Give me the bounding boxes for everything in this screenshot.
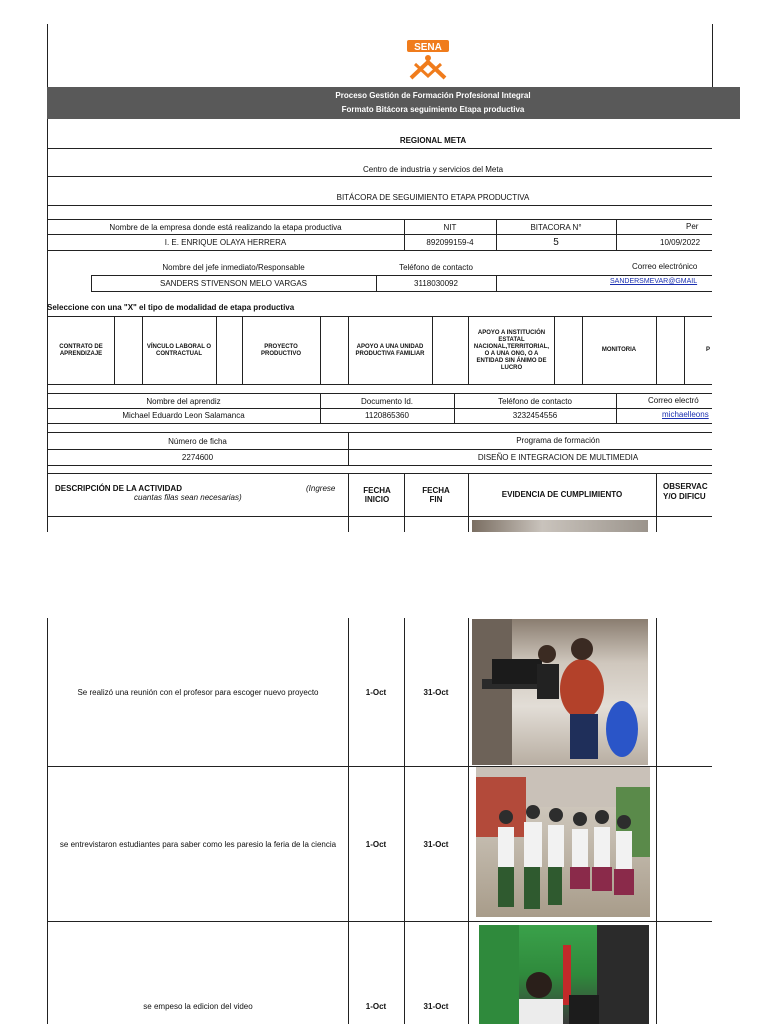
label-jefe-correo: Correo electrónico <box>632 262 698 271</box>
activity-row-2-fin: 31-Oct <box>423 839 449 849</box>
modalidad-unidad-familiar: APOYO A UNA UNIDAD PRODUCTIVA FAMILIAR <box>355 343 425 357</box>
label-bitacora: BITACORA N° <box>530 222 582 232</box>
modalidad-institucion-checkbox[interactable] <box>555 317 582 384</box>
evidence-photo-cut <box>472 520 648 532</box>
label-aprendiz-telefono: Teléfono de contacto <box>498 396 572 406</box>
label-aprendiz-correo: Correo electró <box>648 396 699 405</box>
aprendiz-telefono: 3232454556 <box>512 411 558 420</box>
page-right-border <box>712 24 713 88</box>
modalidad-instruction: Seleccione con una "X" el tipo de modalidad de etapa productiva <box>47 303 295 312</box>
ficha-numero: 2274600 <box>181 453 214 462</box>
jefe-correo-link[interactable]: SANDERSMEVAR@GMAIL <box>610 278 698 285</box>
process-line: Proceso Gestión de Formación Profesional Integral <box>335 90 531 100</box>
activity-row-1-descripcion: Se realizó una reunión con el profesor para escoger nuevo proyecto <box>77 687 319 697</box>
modalidad-institucion: APOYO A INSTITUCIÓN ESTATAL NACIONAL,TERRITORIAL, O A UNA ONG, O A ENTIDAD SIN ÁNIMO DE LUCRO <box>473 329 550 371</box>
modalidad-vinculo: VÍNCULO LABORAL O CONTRACTUAL <box>146 343 212 357</box>
label-periodo: Per <box>686 222 699 231</box>
col-descripcion-hint-b: cuantas filas sean necesarias) <box>134 493 242 502</box>
jefe-telefono: 3118030092 <box>414 279 458 288</box>
label-nit: NIT <box>443 222 457 232</box>
evidence-photo-3 <box>479 925 649 1024</box>
activity-row-1-inicio: 1-Oct <box>365 687 387 697</box>
empresa-periodo: 10/09/2022 <box>660 238 701 247</box>
col-evidencia: EVIDENCIA DE CUMPLIMIENTO <box>501 489 623 499</box>
modalidad-unidad-familiar-checkbox[interactable] <box>433 317 468 384</box>
format-line: Formato Bitácora seguimiento Etapa productiva <box>341 104 525 114</box>
col-fecha-fin: FECHA FIN <box>422 486 450 504</box>
bitacora-title: BITÁCORA DE SEGUIMIENTO ETAPA PRODUCTIVA <box>336 192 530 202</box>
aprendiz-correo-link[interactable]: michaelleons <box>662 410 709 419</box>
modalidad-contrato: CONTRATO DE APRENDIZAJE <box>59 343 103 357</box>
evidence-photo-1 <box>472 619 648 765</box>
modalidad-proyecto: PROYECTO PRODUCTIVO <box>260 343 301 357</box>
regional-title: REGIONAL META <box>399 135 467 145</box>
modalidad-proyecto-checkbox[interactable] <box>321 317 348 384</box>
col-descripcion: DESCRIPCIÓN DE LA ACTIVIDAD <box>55 484 182 493</box>
label-ficha: Número de ficha <box>168 436 227 446</box>
modalidad-monitoria-checkbox[interactable] <box>657 317 684 384</box>
sena-logo <box>401 38 455 82</box>
label-jefe-telefono: Teléfono de contacto <box>399 262 473 272</box>
col-observaciones: OBSERVAC Y/O DIFICU <box>663 482 708 501</box>
activity-row-3-inicio: 1-Oct <box>365 1001 387 1011</box>
activity-row-2-inicio: 1-Oct <box>365 839 387 849</box>
modalidad-contrato-checkbox[interactable] <box>115 317 142 384</box>
modalidad-monitoria: MONITORIA <box>601 347 637 353</box>
header-band <box>47 87 740 119</box>
col-descripcion-hint-a: (Ingrese <box>306 484 336 493</box>
empresa-nit: 892099159-4 <box>426 238 474 247</box>
label-jefe: Nombre del jefe inmediato/Responsable <box>162 262 305 272</box>
aprendiz-documento: 1120865360 <box>365 411 409 420</box>
label-empresa: Nombre de la empresa donde está realizando la etapa productiva <box>109 222 342 232</box>
jefe-nombre: SANDERS STIVENSON MELO VARGAS <box>160 279 307 288</box>
activity-row-1-fin: 31-Oct <box>423 687 449 697</box>
evidence-photo-2 <box>476 767 650 917</box>
label-documento: Documento Id. <box>360 396 414 406</box>
centro-title: Centro de industria y servicios del Meta <box>362 164 504 174</box>
label-aprendiz: Nombre del aprendiz <box>146 396 221 406</box>
empresa-bitacora: 5 <box>553 237 559 248</box>
activity-row-2-descripcion: se entrevistaron estudiantes para saber como les paresio la feria de la ciencia <box>59 839 337 849</box>
activity-row-3-descripcion: se empeso la edicion del video <box>143 1001 253 1011</box>
activity-row-3-fin: 31-Oct <box>423 1001 449 1011</box>
label-programa: Programa de formación <box>516 435 600 445</box>
col-fecha-inicio: FECHA INICIO <box>363 486 391 504</box>
empresa-nombre: I. E. ENRIQUE OLAYA HERRERA <box>164 238 287 247</box>
aprendiz-nombre: Michael Eduardo Leon Salamanca <box>122 411 245 420</box>
modalidad-vinculo-checkbox[interactable] <box>217 317 242 384</box>
sena-logo-text: SENA <box>414 42 442 53</box>
modalidad-otro: P <box>706 347 711 353</box>
ficha-programa: DISEÑO E INTEGRACION DE MULTIMEDIA <box>477 453 639 462</box>
